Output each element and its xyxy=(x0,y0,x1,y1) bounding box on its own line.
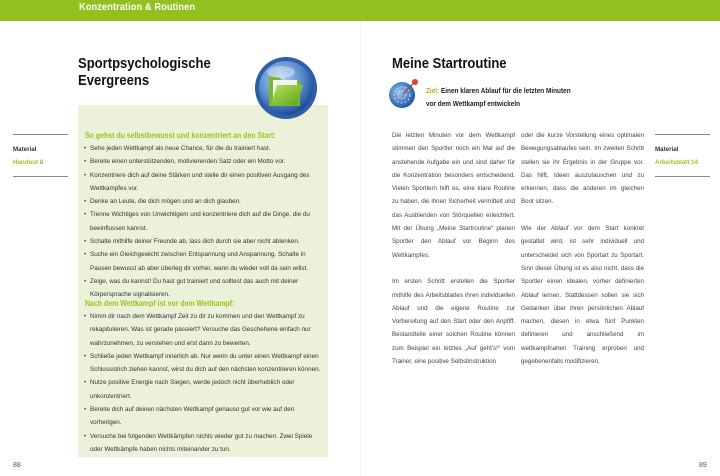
divider xyxy=(655,134,710,135)
left-material-sidebar xyxy=(13,134,68,177)
paragraph: Im ersten Schritt erstellen die Sportler mithilfe des Arbeitsblattes ihren individuellen Ablauf und die eigene Routine zur Vorbereitung auf den Start oder den Anpfiff. Bestandteile einer solchen Routine können zum Beispiel ein letztes „Auf geht’s!“ vom Trainer, eine positive Selbstinstruktion xyxy=(392,278,515,366)
section-title: Konzentration & Routinen xyxy=(79,1,196,13)
page-gutter xyxy=(360,21,361,476)
divider xyxy=(13,176,68,177)
folder-icon xyxy=(253,55,319,121)
list-item: • Versuche bei folgenden Wettkämpfen nichts wieder gut zu machen. Zwei Spiele oder Wettkämpfe haben nichts miteinander zu tun. xyxy=(84,430,324,457)
right-material-sidebar xyxy=(655,134,710,177)
list-item: • Bereite einen unterstützenden, motivierenden Satz oder ein Motto vor. xyxy=(84,155,324,168)
list-item: • Nutze positive Energie nach Siegen, werde jedoch nicht überheblich oder unkonzentriert. xyxy=(84,376,324,403)
left-page-title xyxy=(78,56,211,90)
right-page-title: Meine Startroutine xyxy=(392,56,507,72)
goal-label: Ziel: xyxy=(426,86,440,95)
title-line-1: Sportpsychologische xyxy=(78,56,211,72)
target-dart-icon xyxy=(387,76,421,110)
list-item: • Zeige, was du kannst! Du hast gut trainiert und solltest das auch mit deiner Körpersprache signalisieren. xyxy=(84,275,324,302)
list-item: • Schalte mithilfe deiner Freunde ab, lass dich durch sie aber nicht ablenken. xyxy=(84,235,324,248)
list-item: • Sehe jeden Wettkampf als neue Chance, für die du trainiert hast. xyxy=(84,142,324,155)
divider xyxy=(655,176,710,177)
box-heading-start: So gehst du selbstbewusst und konzentriert an den Start: xyxy=(85,131,276,140)
paragraph: Wie der Ablauf vor dem Start konkret gestaltet wird, ist sehr individuell und unterscheidet sich von Sportart zu Sportart. Sinn dieser Übung ist es also nicht, dass die Sportler einen idealen, vorher definierten Ablauf lernen. Stattdessen sollen sie sich Gedanken über ihren persönlichen Ablauf machen, diesen in etwa fünf Punkten definieren und anschließend im wettkampfnahen Training erproben und gegebenenfalls modifizieren. xyxy=(521,225,644,366)
list-item: • Suche ein Gleichgewicht zwischen Entspannung und Anspannung. Schalte in Pausen bewusst ab aber überleg dir vorher, wann du wieder voll da sein willst. xyxy=(84,248,324,275)
after-tips-list xyxy=(84,310,324,456)
box-heading-after: Nach dem Wettkampf ist vor dem Wettkampf: xyxy=(85,299,235,308)
material-value: Arbeitsblatt 14 xyxy=(655,159,698,166)
page-number-right: 89 xyxy=(699,462,707,469)
body-column-2 xyxy=(521,129,644,382)
title-line-2: Evergreens xyxy=(78,73,150,89)
list-item: • Denke an Leute, die dich mögen und an dich glauben. xyxy=(84,195,324,208)
list-item: • Bereite dich auf deinen nächsten Wettkampf genauso gut vor wie auf den vorherigen. xyxy=(84,403,324,430)
material-value: Handout 8 xyxy=(13,159,44,166)
material-label: Material xyxy=(655,146,679,153)
list-item: • Konzentriere dich auf deine Stärken und stelle dir einen positiven Ausgang des Wettkampfes vor. xyxy=(84,169,324,196)
list-item: • Nimm dir nach dem Wettkampf Zeit zu dir zu kommen und den Wettkampf zu rekapitulieren. Was ist gerade passiert? Versuche das Geschehene einfach nur wahrzunehmen, zu verstehen und erst dann zu bewerten. xyxy=(84,310,324,350)
list-item: • Schließe jeden Wettkampf innerlich ab. Nur wenn du unter einen Wettkampf einen Schlussstrich ziehen kannst, wirst du dich auf den nächsten konzentrieren können. xyxy=(84,350,324,377)
paragraph: oder die kurze Vorstellung eines optimalen Bewegungsablaufes sein. Im zweiten Schritt stellen sie ihr Ergebnis in der Gruppe vor. Das hilft, Ideen auszutauschen und zu erkennen, dass die anderen im gleichen Boot sitzen. xyxy=(521,132,644,206)
body-column-1 xyxy=(392,129,515,382)
goal-statement xyxy=(426,84,571,110)
goal-line-1: Einen klaren Ablauf für die letzten Minuten xyxy=(440,86,571,95)
goal-line-2: vor dem Wettkampf entwickeln xyxy=(426,99,521,108)
divider xyxy=(13,134,68,135)
start-tips-list xyxy=(84,142,324,302)
list-item: • Trenne Wichtiges von Unwichtigem und konzentriere dich auf die Dinge, die du beeinflussen kannst. xyxy=(84,208,324,235)
page-number-left: 88 xyxy=(13,462,21,469)
material-label: Material xyxy=(13,146,37,153)
paragraph: Die letzten Minuten vor dem Wettkampf stimmen den Sportler noch ein Mal auf die anstehende Aufgabe ein und sind daher für die Konzentration besonders entscheidend. Vielen Sportlern hilft es, eine klare Routine zu haben, die ihnen Sicherheit vermittelt und das Ausblenden von Störquellen erleichtert. Mit der Übung „Meine Startroutine“ planen Sportler den Ablauf vor Beginn des Wettkampfes. xyxy=(392,132,515,259)
section-header-bar xyxy=(0,0,720,21)
